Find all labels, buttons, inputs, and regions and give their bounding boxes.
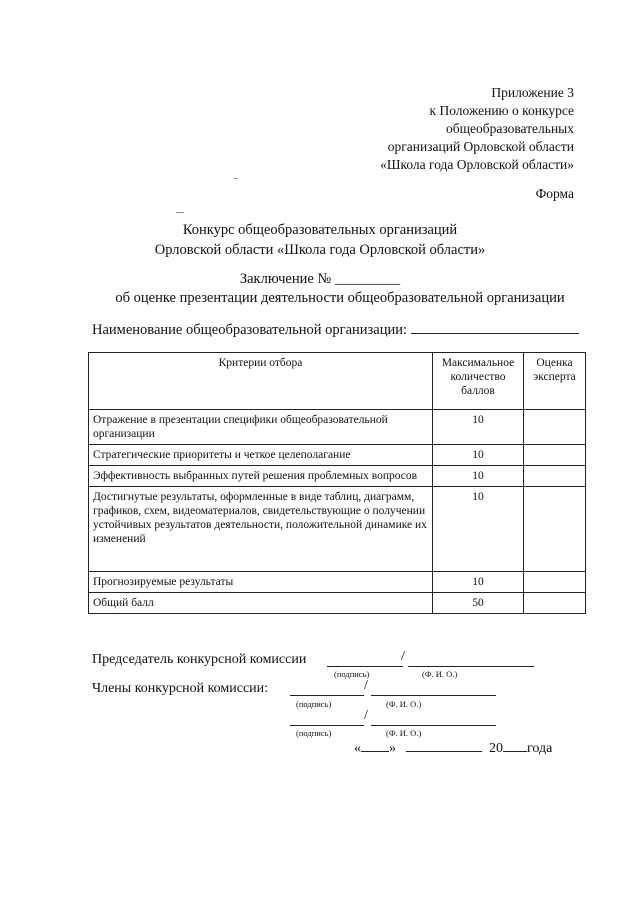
- document-title: [0, 220, 640, 260]
- max-points-cell: 10: [433, 487, 524, 572]
- criterion-cell: Достигнутые результаты, оформленные в виде таблиц, диаграмм, графиков, схем, видеоматериалов, свидетельствующие о получении устойчивых результатов деятельности, положительной динамике их изменений: [89, 487, 433, 572]
- table-row: [89, 593, 586, 614]
- chairman-label: Председатель конкурсной комиссии: [92, 652, 307, 667]
- member2-signature-field[interactable]: [290, 711, 364, 726]
- appendix-line: к Положению о конкурсе: [429, 103, 574, 118]
- max-points-cell: 10: [433, 410, 524, 445]
- expert-score-cell[interactable]: [524, 593, 586, 614]
- member2-name-caption: (Ф. И. О.): [386, 728, 422, 738]
- table-row: [89, 487, 586, 572]
- member2-name-field[interactable]: [371, 711, 496, 726]
- criterion-cell: Эффективность выбранных путей решения проблемных вопросов: [89, 466, 433, 487]
- criterion-cell: Общий балл: [89, 593, 433, 614]
- date-year-prefix: 20: [489, 741, 503, 756]
- appendix-line: организаций Орловской области: [387, 139, 574, 154]
- org-name-row: [92, 318, 579, 339]
- max-points-cell: 50: [433, 593, 524, 614]
- appendix-header: [314, 84, 574, 174]
- date-day-field[interactable]: [361, 739, 389, 752]
- org-name-label: Наименование общеобразовательной организации:: [92, 322, 407, 338]
- conclusion-heading: [0, 270, 640, 308]
- criterion-cell: Стратегические приоритеты и четкое целеполагание: [89, 445, 433, 466]
- appendix-line: общеобразовательных: [445, 121, 574, 136]
- max-points-cell: 10: [433, 466, 524, 487]
- header-max-points: Максимальное количество баллов: [433, 353, 524, 410]
- table-row: [89, 410, 586, 445]
- member2-slash: /: [364, 708, 368, 723]
- chairman-name-caption: (Ф. И. О.): [422, 669, 458, 679]
- expert-score-cell[interactable]: [524, 466, 586, 487]
- title-line: Конкурс общеобразовательных организаций: [182, 222, 458, 238]
- date-line: [354, 739, 552, 757]
- chairman-slash: /: [401, 649, 405, 664]
- date-open-quote: «: [354, 741, 361, 756]
- member1-name-field[interactable]: [371, 681, 496, 696]
- chairman-name-field[interactable]: [408, 652, 534, 667]
- appendix-line: Приложение 3: [491, 85, 574, 100]
- form-label: Форма: [535, 186, 574, 201]
- chairman-signature-field[interactable]: [327, 652, 403, 667]
- table-row: [89, 445, 586, 466]
- date-month-field[interactable]: [406, 739, 482, 752]
- member1-slash: /: [364, 678, 368, 693]
- member1-signature-caption: (подпись): [296, 699, 332, 709]
- max-points-cell: 10: [433, 445, 524, 466]
- date-year-word: года: [527, 741, 553, 756]
- conclusion-number: Заключение № _________: [239, 271, 401, 287]
- expert-score-cell[interactable]: [524, 487, 586, 572]
- appendix-line: «Школа года Орловской области»: [380, 157, 574, 172]
- scan-mark: [176, 212, 184, 213]
- expert-score-cell[interactable]: [524, 410, 586, 445]
- expert-score-cell[interactable]: [524, 572, 586, 593]
- header-criteria: Критерии отбора: [89, 353, 433, 410]
- table-header-row: [89, 353, 586, 410]
- date-close-quote: »: [389, 741, 396, 756]
- member1-name-caption: (Ф. И. О.): [386, 699, 422, 709]
- conclusion-subject: об оценке презентации деятельности общеобразовательной организации: [115, 290, 565, 306]
- scan-mark: [234, 178, 237, 179]
- members-label: Члены конкурсной комиссии:: [92, 681, 269, 696]
- member1-signature-field[interactable]: [290, 681, 364, 696]
- header-expert-score: Оценка эксперта: [524, 353, 586, 410]
- criteria-table: [88, 352, 586, 614]
- criterion-cell: Отражение в презентации специфики общеобразовательной организации: [89, 410, 433, 445]
- criterion-cell: Прогнозируемые результаты: [89, 572, 433, 593]
- expert-score-cell[interactable]: [524, 445, 586, 466]
- max-points-cell: 10: [433, 572, 524, 593]
- title-line: Орловской области «Школа года Орловской области»: [154, 242, 486, 258]
- chairman-signature-caption: (подпись): [334, 669, 370, 679]
- org-name-field[interactable]: [411, 318, 579, 334]
- table-row: [89, 466, 586, 487]
- member2-signature-caption: (подпись): [296, 728, 332, 738]
- date-year-field[interactable]: [503, 739, 527, 752]
- table-row: [89, 572, 586, 593]
